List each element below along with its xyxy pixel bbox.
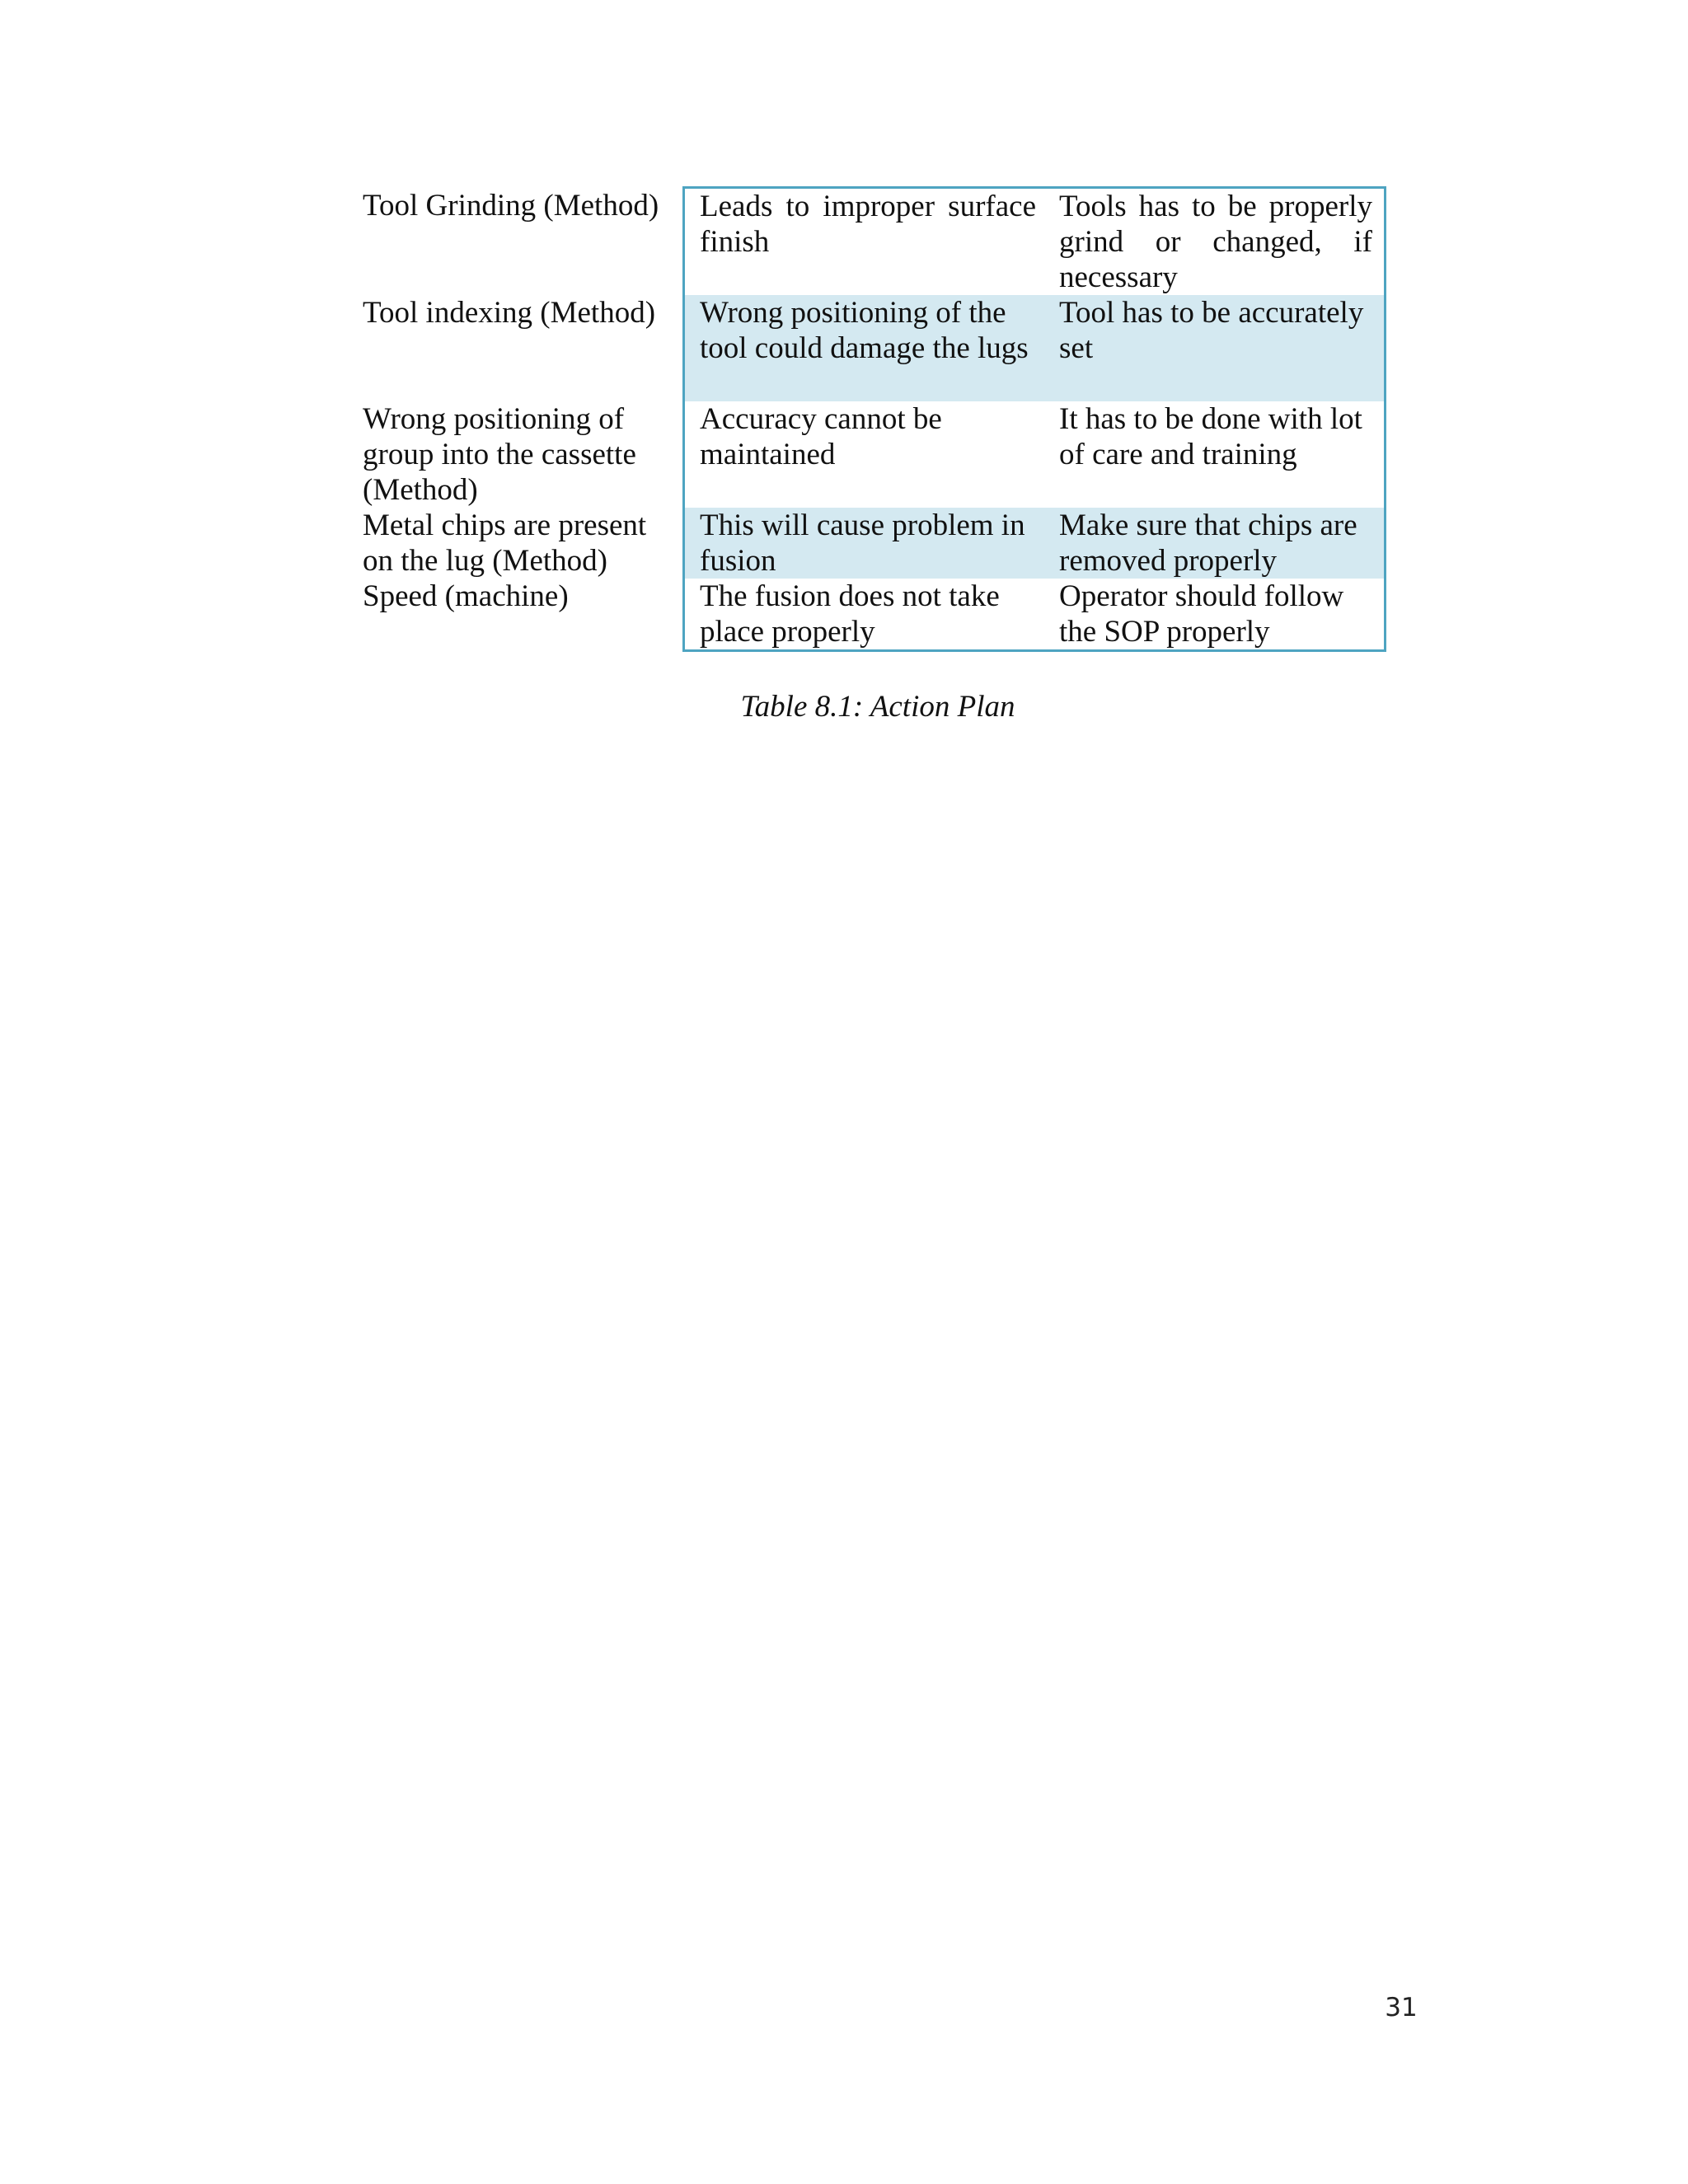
cause-cell: Tool indexing (Method)	[363, 296, 656, 330]
action-plan-table	[363, 186, 1386, 652]
action-cell: Make sure that chips are removed properly	[1048, 508, 1386, 579]
effect-cell: Leads to improper surface finish	[684, 188, 1048, 296]
table-row	[363, 295, 1386, 401]
page-number: 31	[1385, 1993, 1418, 2022]
action-cell: Tool has to be accurately set	[1048, 295, 1386, 401]
cause-cell: Wrong positioning of group into the cassette (Method)	[363, 402, 636, 507]
cause-cell: Tool Grinding (Method)	[363, 188, 659, 223]
table-row	[363, 401, 1386, 508]
action-cell: Operator should follow the SOP properly	[1048, 579, 1386, 651]
table-caption: Table 8.1: Action Plan	[740, 690, 1015, 724]
effect-cell: Accuracy cannot be maintained	[684, 401, 1048, 508]
effect-cell: Wrong positioning of the tool could damage the lugs	[684, 295, 1048, 401]
table-row	[363, 188, 1386, 296]
action-cell: It has to be done with lot of care and training	[1048, 401, 1386, 508]
cause-cell: Metal chips are present on the lug (Method)	[363, 509, 647, 578]
cause-cell: Speed (machine)	[363, 579, 569, 613]
effect-cell: The fusion does not take place properly	[684, 579, 1048, 651]
effect-cell: This will cause problem in fusion	[684, 508, 1048, 579]
action-cell: Tools has to be properly grind or changed, if necessary	[1048, 188, 1386, 296]
table-row	[363, 508, 1386, 579]
table-row	[363, 579, 1386, 651]
